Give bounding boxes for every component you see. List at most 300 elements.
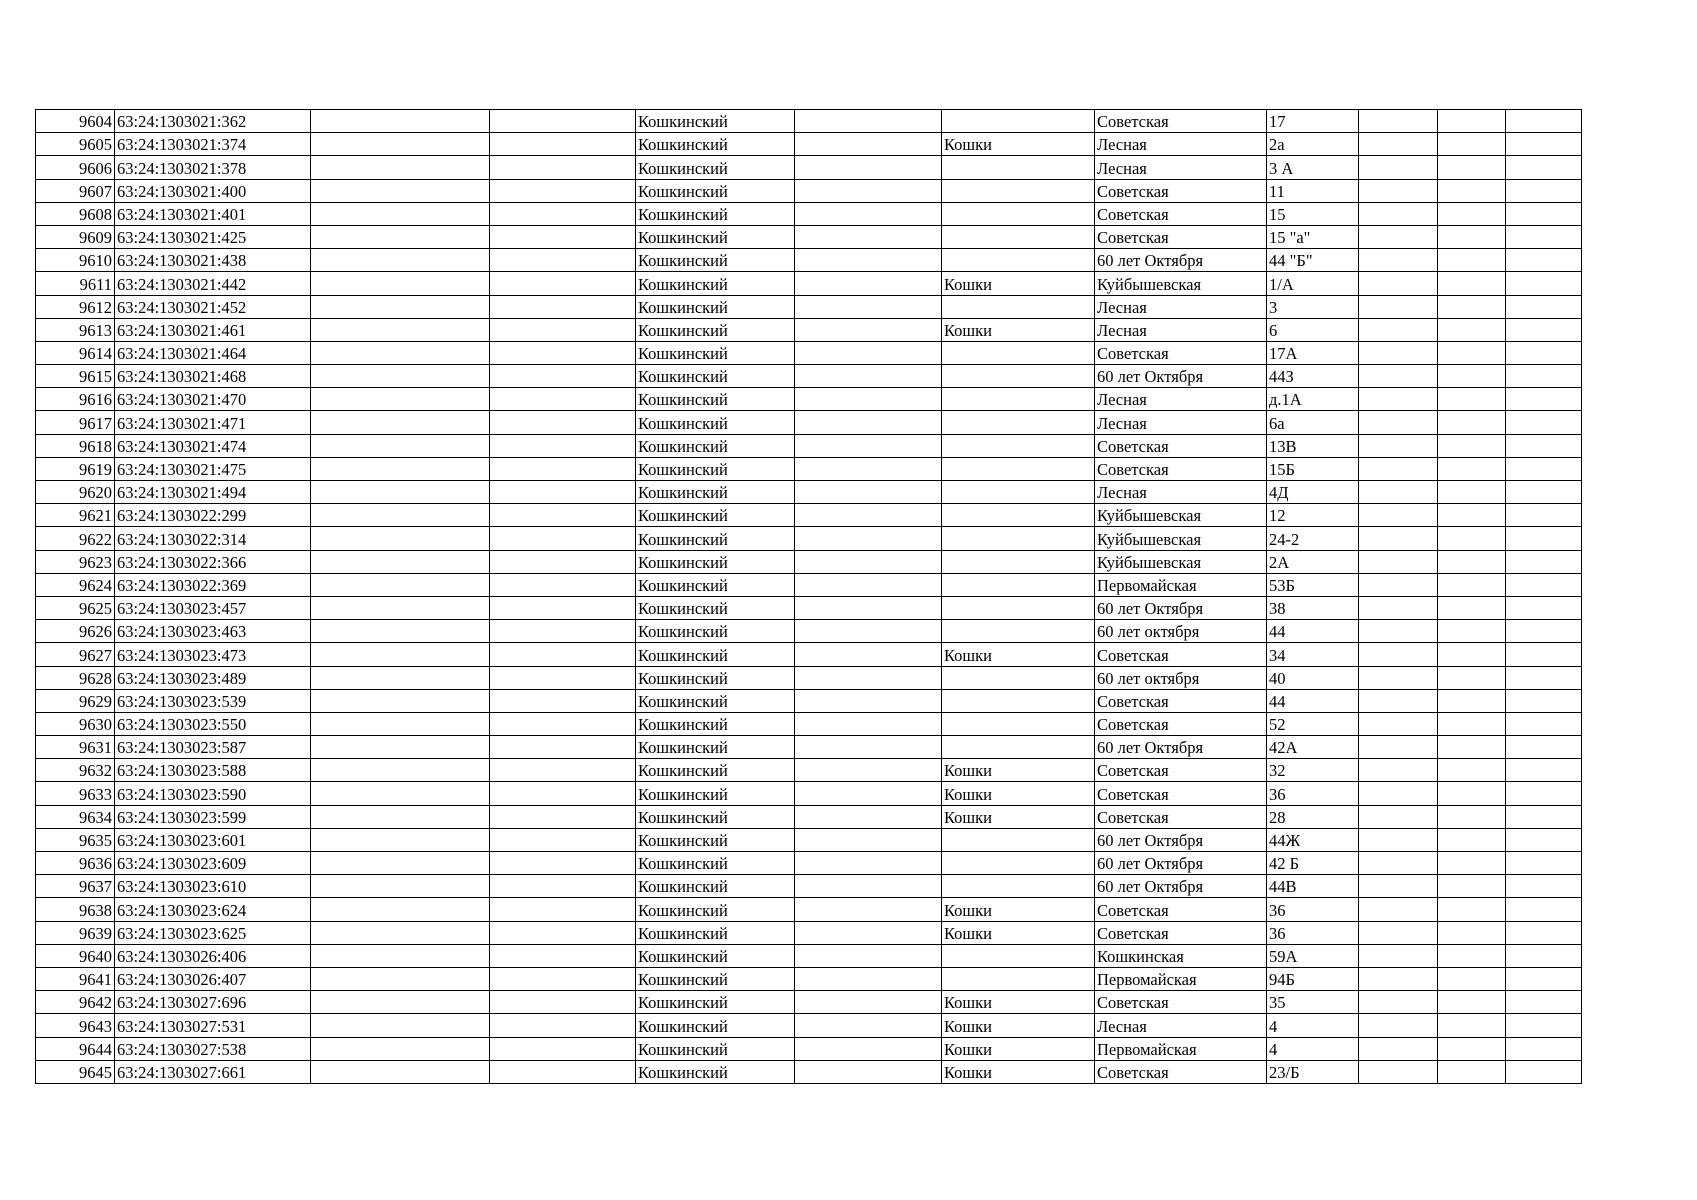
empty-cell	[490, 712, 636, 735]
empty-cell	[1359, 504, 1438, 527]
district-cell: Кошкинский	[636, 1014, 795, 1037]
house-cell: 15 "а"	[1267, 225, 1359, 248]
street-cell: Первомайская	[1095, 967, 1267, 990]
row-number-cell: 9622	[36, 527, 115, 550]
empty-cell	[311, 782, 490, 805]
district-cell: Кошкинский	[636, 620, 795, 643]
empty-cell	[795, 388, 942, 411]
empty-cell	[490, 365, 636, 388]
table-row	[36, 921, 1582, 944]
empty-cell	[795, 550, 942, 573]
locality-cell: Кошки	[942, 318, 1095, 341]
table-row	[36, 365, 1582, 388]
empty-cell	[1506, 411, 1582, 434]
empty-cell	[311, 550, 490, 573]
empty-cell	[795, 1060, 942, 1083]
empty-cell	[311, 133, 490, 156]
empty-cell	[1506, 272, 1582, 295]
empty-cell	[1438, 365, 1506, 388]
locality-cell: Кошки	[942, 921, 1095, 944]
cadastral-number-cell: 63:24:1303023:489	[115, 666, 311, 689]
empty-cell	[490, 225, 636, 248]
street-cell: Лесная	[1095, 388, 1267, 411]
locality-cell	[942, 457, 1095, 480]
empty-cell	[1438, 852, 1506, 875]
empty-cell	[490, 110, 636, 133]
empty-cell	[1359, 156, 1438, 179]
table-row	[36, 527, 1582, 550]
empty-cell	[311, 759, 490, 782]
empty-cell	[1506, 1037, 1582, 1060]
empty-cell	[1438, 666, 1506, 689]
locality-cell	[942, 967, 1095, 990]
cadastral-number-cell: 63:24:1303023:624	[115, 898, 311, 921]
row-number-cell: 9609	[36, 225, 115, 248]
empty-cell	[1359, 365, 1438, 388]
empty-cell	[1438, 782, 1506, 805]
cadastral-number-cell: 63:24:1303023:457	[115, 596, 311, 619]
house-cell: 59А	[1267, 944, 1359, 967]
cadastral-number-cell: 63:24:1303021:475	[115, 457, 311, 480]
locality-cell: Кошки	[942, 1014, 1095, 1037]
empty-cell	[1359, 967, 1438, 990]
house-cell: 44 "Б"	[1267, 249, 1359, 272]
cadastral-number-cell: 63:24:1303021:471	[115, 411, 311, 434]
street-cell: 60 лет Октября	[1095, 596, 1267, 619]
table-row	[36, 133, 1582, 156]
cadastral-number-cell: 63:24:1303021:494	[115, 481, 311, 504]
empty-cell	[1359, 179, 1438, 202]
cadastral-number-cell: 63:24:1303027:696	[115, 991, 311, 1014]
empty-cell	[795, 225, 942, 248]
district-cell: Кошкинский	[636, 457, 795, 480]
row-number-cell: 9644	[36, 1037, 115, 1060]
empty-cell	[795, 898, 942, 921]
empty-cell	[1359, 736, 1438, 759]
empty-cell	[795, 875, 942, 898]
street-cell: Первомайская	[1095, 1037, 1267, 1060]
house-cell: 3 А	[1267, 156, 1359, 179]
table-row	[36, 411, 1582, 434]
street-cell: Лесная	[1095, 411, 1267, 434]
empty-cell	[311, 689, 490, 712]
empty-cell	[1359, 898, 1438, 921]
house-cell: 40	[1267, 666, 1359, 689]
locality-cell	[942, 852, 1095, 875]
empty-cell	[1438, 272, 1506, 295]
empty-cell	[1506, 481, 1582, 504]
cadastral-number-cell: 63:24:1303021:425	[115, 225, 311, 248]
empty-cell	[311, 852, 490, 875]
row-number-cell: 9613	[36, 318, 115, 341]
table-row	[36, 967, 1582, 990]
empty-cell	[1506, 944, 1582, 967]
house-cell: 2А	[1267, 550, 1359, 573]
empty-cell	[1438, 341, 1506, 364]
empty-cell	[490, 875, 636, 898]
street-cell: Советская	[1095, 921, 1267, 944]
table-row	[36, 1060, 1582, 1083]
street-cell: 60 лет Октября	[1095, 249, 1267, 272]
empty-cell	[1438, 434, 1506, 457]
empty-cell	[1359, 411, 1438, 434]
empty-cell	[1359, 481, 1438, 504]
empty-cell	[1438, 1037, 1506, 1060]
table-row	[36, 666, 1582, 689]
empty-cell	[795, 944, 942, 967]
empty-cell	[1438, 712, 1506, 735]
empty-cell	[1438, 550, 1506, 573]
row-number-cell: 9608	[36, 202, 115, 225]
empty-cell	[795, 712, 942, 735]
table-row	[36, 110, 1582, 133]
empty-cell	[1359, 689, 1438, 712]
empty-cell	[1506, 1014, 1582, 1037]
house-cell: 4Д	[1267, 481, 1359, 504]
empty-cell	[1438, 1060, 1506, 1083]
empty-cell	[795, 202, 942, 225]
house-cell: 42А	[1267, 736, 1359, 759]
cadastral-number-cell: 63:24:1303021:401	[115, 202, 311, 225]
locality-cell	[942, 527, 1095, 550]
empty-cell	[1438, 921, 1506, 944]
empty-cell	[1359, 341, 1438, 364]
empty-cell	[490, 643, 636, 666]
street-cell: Куйбышевская	[1095, 504, 1267, 527]
table-row	[36, 434, 1582, 457]
street-cell: Советская	[1095, 805, 1267, 828]
table-row	[36, 249, 1582, 272]
empty-cell	[490, 388, 636, 411]
cadastral-number-cell: 63:24:1303027:531	[115, 1014, 311, 1037]
street-cell: 60 лет Октября	[1095, 365, 1267, 388]
cadastral-number-cell: 63:24:1303023:609	[115, 852, 311, 875]
empty-cell	[311, 828, 490, 851]
empty-cell	[311, 1037, 490, 1060]
empty-cell	[1506, 225, 1582, 248]
empty-cell	[311, 573, 490, 596]
row-number-cell: 9626	[36, 620, 115, 643]
locality-cell	[942, 249, 1095, 272]
house-cell: 6	[1267, 318, 1359, 341]
table-row	[36, 620, 1582, 643]
table-row	[36, 898, 1582, 921]
house-cell: 4	[1267, 1037, 1359, 1060]
empty-cell	[1359, 434, 1438, 457]
empty-cell	[795, 1014, 942, 1037]
row-number-cell: 9634	[36, 805, 115, 828]
empty-cell	[1438, 1014, 1506, 1037]
empty-cell	[1506, 295, 1582, 318]
table-row	[36, 852, 1582, 875]
empty-cell	[311, 805, 490, 828]
empty-cell	[795, 921, 942, 944]
locality-cell	[942, 388, 1095, 411]
empty-cell	[795, 365, 942, 388]
locality-cell: Кошки	[942, 133, 1095, 156]
house-cell: 1/А	[1267, 272, 1359, 295]
district-cell: Кошкинский	[636, 852, 795, 875]
cadastral-number-cell: 63:24:1303021:468	[115, 365, 311, 388]
district-cell: Кошкинский	[636, 898, 795, 921]
row-number-cell: 9623	[36, 550, 115, 573]
house-cell: 52	[1267, 712, 1359, 735]
empty-cell	[311, 249, 490, 272]
locality-cell: Кошки	[942, 991, 1095, 1014]
house-cell: 32	[1267, 759, 1359, 782]
empty-cell	[490, 1037, 636, 1060]
locality-cell: Кошки	[942, 759, 1095, 782]
empty-cell	[311, 596, 490, 619]
empty-cell	[1359, 759, 1438, 782]
empty-cell	[1359, 202, 1438, 225]
empty-cell	[1438, 967, 1506, 990]
cadastral-number-cell: 63:24:1303023:601	[115, 828, 311, 851]
empty-cell	[311, 504, 490, 527]
empty-cell	[311, 411, 490, 434]
street-cell: Кошкинская	[1095, 944, 1267, 967]
locality-cell	[942, 875, 1095, 898]
district-cell: Кошкинский	[636, 666, 795, 689]
cadastral-number-cell: 63:24:1303021:378	[115, 156, 311, 179]
table-row	[36, 225, 1582, 248]
locality-cell	[942, 156, 1095, 179]
district-cell: Кошкинский	[636, 133, 795, 156]
empty-cell	[1359, 573, 1438, 596]
empty-cell	[795, 527, 942, 550]
street-cell: Советская	[1095, 782, 1267, 805]
empty-cell	[795, 179, 942, 202]
row-number-cell: 9618	[36, 434, 115, 457]
row-number-cell: 9640	[36, 944, 115, 967]
cadastral-number-cell: 63:24:1303021:461	[115, 318, 311, 341]
empty-cell	[490, 898, 636, 921]
empty-cell	[1506, 457, 1582, 480]
house-cell: 53Б	[1267, 573, 1359, 596]
empty-cell	[1359, 944, 1438, 967]
empty-cell	[795, 620, 942, 643]
empty-cell	[1359, 620, 1438, 643]
empty-cell	[311, 202, 490, 225]
table-row	[36, 318, 1582, 341]
table-row	[36, 805, 1582, 828]
table-row	[36, 550, 1582, 573]
empty-cell	[311, 179, 490, 202]
empty-cell	[1359, 666, 1438, 689]
table-row	[36, 782, 1582, 805]
empty-cell	[1506, 318, 1582, 341]
district-cell: Кошкинский	[636, 527, 795, 550]
row-number-cell: 9607	[36, 179, 115, 202]
row-number-cell: 9642	[36, 991, 115, 1014]
locality-cell	[942, 944, 1095, 967]
empty-cell	[795, 272, 942, 295]
empty-cell	[795, 573, 942, 596]
empty-cell	[311, 457, 490, 480]
district-cell: Кошкинский	[636, 225, 795, 248]
cadastral-number-cell: 63:24:1303021:400	[115, 179, 311, 202]
empty-cell	[1438, 898, 1506, 921]
row-number-cell: 9625	[36, 596, 115, 619]
empty-cell	[1438, 875, 1506, 898]
district-cell: Кошкинский	[636, 318, 795, 341]
street-cell: Лесная	[1095, 1014, 1267, 1037]
empty-cell	[311, 318, 490, 341]
empty-cell	[1438, 202, 1506, 225]
empty-cell	[1359, 921, 1438, 944]
house-cell: 15	[1267, 202, 1359, 225]
row-number-cell: 9633	[36, 782, 115, 805]
house-cell: 36	[1267, 921, 1359, 944]
locality-cell	[942, 411, 1095, 434]
house-cell: 15Б	[1267, 457, 1359, 480]
empty-cell	[311, 365, 490, 388]
empty-cell	[1359, 852, 1438, 875]
street-cell: Советская	[1095, 202, 1267, 225]
cadastral-number-cell: 63:24:1303021:438	[115, 249, 311, 272]
row-number-cell: 9617	[36, 411, 115, 434]
empty-cell	[490, 805, 636, 828]
street-cell: Советская	[1095, 759, 1267, 782]
locality-cell	[942, 179, 1095, 202]
empty-cell	[1359, 249, 1438, 272]
empty-cell	[795, 504, 942, 527]
empty-cell	[1359, 550, 1438, 573]
cadastral-table	[35, 109, 1582, 1084]
cadastral-number-cell: 63:24:1303022:366	[115, 550, 311, 573]
empty-cell	[795, 736, 942, 759]
locality-cell	[942, 712, 1095, 735]
house-cell: 35	[1267, 991, 1359, 1014]
house-cell: 44	[1267, 689, 1359, 712]
row-number-cell: 9604	[36, 110, 115, 133]
district-cell: Кошкинский	[636, 991, 795, 1014]
empty-cell	[490, 179, 636, 202]
street-cell: Советская	[1095, 643, 1267, 666]
district-cell: Кошкинский	[636, 944, 795, 967]
empty-cell	[1506, 527, 1582, 550]
empty-cell	[311, 643, 490, 666]
house-cell: 38	[1267, 596, 1359, 619]
empty-cell	[1438, 620, 1506, 643]
empty-cell	[311, 388, 490, 411]
locality-cell	[942, 596, 1095, 619]
street-cell: Лесная	[1095, 133, 1267, 156]
empty-cell	[1438, 991, 1506, 1014]
empty-cell	[795, 341, 942, 364]
empty-cell	[311, 666, 490, 689]
row-number-cell: 9638	[36, 898, 115, 921]
empty-cell	[1438, 295, 1506, 318]
empty-cell	[1438, 481, 1506, 504]
district-cell: Кошкинский	[636, 805, 795, 828]
empty-cell	[1438, 249, 1506, 272]
empty-cell	[1359, 1014, 1438, 1037]
street-cell: Советская	[1095, 179, 1267, 202]
cadastral-number-cell: 63:24:1303021:362	[115, 110, 311, 133]
house-cell: д.1А	[1267, 388, 1359, 411]
empty-cell	[311, 225, 490, 248]
locality-cell: Кошки	[942, 643, 1095, 666]
district-cell: Кошкинский	[636, 341, 795, 364]
empty-cell	[1506, 852, 1582, 875]
table-row	[36, 1037, 1582, 1060]
empty-cell	[490, 921, 636, 944]
locality-cell	[942, 736, 1095, 759]
empty-cell	[1506, 689, 1582, 712]
row-number-cell: 9614	[36, 341, 115, 364]
empty-cell	[1359, 133, 1438, 156]
locality-cell	[942, 225, 1095, 248]
house-cell: 17	[1267, 110, 1359, 133]
empty-cell	[490, 481, 636, 504]
house-cell: 34	[1267, 643, 1359, 666]
district-cell: Кошкинский	[636, 875, 795, 898]
empty-cell	[490, 272, 636, 295]
empty-cell	[1438, 457, 1506, 480]
district-cell: Кошкинский	[636, 504, 795, 527]
empty-cell	[1506, 365, 1582, 388]
empty-cell	[795, 110, 942, 133]
empty-cell	[311, 481, 490, 504]
house-cell: 11	[1267, 179, 1359, 202]
locality-cell	[942, 828, 1095, 851]
locality-cell	[942, 504, 1095, 527]
row-number-cell: 9612	[36, 295, 115, 318]
empty-cell	[1438, 179, 1506, 202]
cadastral-number-cell: 63:24:1303023:587	[115, 736, 311, 759]
empty-cell	[795, 1037, 942, 1060]
empty-cell	[1438, 318, 1506, 341]
cadastral-number-cell: 63:24:1303021:474	[115, 434, 311, 457]
empty-cell	[490, 852, 636, 875]
street-cell: Куйбышевская	[1095, 272, 1267, 295]
row-number-cell: 9627	[36, 643, 115, 666]
empty-cell	[795, 643, 942, 666]
row-number-cell: 9645	[36, 1060, 115, 1083]
house-cell: 24-2	[1267, 527, 1359, 550]
empty-cell	[490, 318, 636, 341]
row-number-cell: 9606	[36, 156, 115, 179]
empty-cell	[1506, 504, 1582, 527]
table-row	[36, 481, 1582, 504]
row-number-cell: 9629	[36, 689, 115, 712]
district-cell: Кошкинский	[636, 1060, 795, 1083]
empty-cell	[1359, 457, 1438, 480]
locality-cell: Кошки	[942, 782, 1095, 805]
empty-cell	[490, 341, 636, 364]
district-cell: Кошкинский	[636, 573, 795, 596]
empty-cell	[311, 341, 490, 364]
empty-cell	[1506, 828, 1582, 851]
empty-cell	[795, 759, 942, 782]
house-cell: 36	[1267, 898, 1359, 921]
house-cell: 23/Б	[1267, 1060, 1359, 1083]
empty-cell	[795, 318, 942, 341]
table-row	[36, 504, 1582, 527]
row-number-cell: 9641	[36, 967, 115, 990]
empty-cell	[1506, 805, 1582, 828]
empty-cell	[490, 736, 636, 759]
empty-cell	[311, 527, 490, 550]
empty-cell	[1506, 341, 1582, 364]
row-number-cell: 9630	[36, 712, 115, 735]
cadastral-number-cell: 63:24:1303021:470	[115, 388, 311, 411]
empty-cell	[795, 805, 942, 828]
empty-cell	[490, 1060, 636, 1083]
empty-cell	[795, 596, 942, 619]
locality-cell	[942, 202, 1095, 225]
